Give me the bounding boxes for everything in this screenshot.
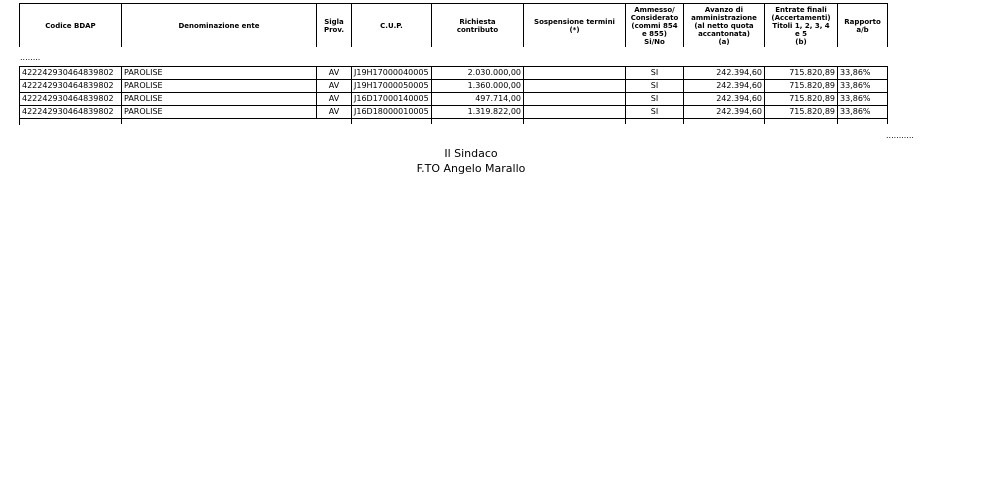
cell-ammesso: SI — [626, 93, 684, 106]
table-row — [20, 93, 888, 106]
cell-denominazione: PAROLISE — [122, 67, 317, 80]
tail-divider — [764, 119, 765, 124]
cell-sigla-prov: AV — [317, 93, 352, 106]
header-sigla-prov: Sigla Prov. — [317, 4, 352, 48]
cell-cup: J19H17000040005 — [352, 67, 432, 80]
cell-denominazione: PAROLISE — [122, 93, 317, 106]
cell-rapporto: 33,86% — [838, 93, 888, 106]
header-ammesso: Ammesso/ Considerato (commi 854 e 855) Si/No — [626, 4, 684, 48]
cell-avanzo: 242.394,60 — [684, 106, 765, 119]
cell-entrate: 715.820,89 — [765, 67, 838, 80]
cell-avanzo: 242.394,60 — [684, 67, 765, 80]
cell-cup: J16D17000140005 — [352, 93, 432, 106]
tail-divider — [625, 119, 626, 124]
cell-rapporto: 33,86% — [838, 67, 888, 80]
cell-avanzo: 242.394,60 — [684, 80, 765, 93]
cell-sigla-prov: AV — [317, 67, 352, 80]
cell-sospensione — [524, 106, 626, 119]
header-rapporto: Rapporto a/b — [838, 4, 888, 48]
signature-block — [0, 146, 942, 176]
header-richiesta-contributo: Richiesta contributo — [432, 4, 524, 48]
table-header — [19, 3, 888, 47]
ellipsis-right: ........... — [886, 131, 914, 140]
tail-divider — [887, 119, 888, 124]
cell-cup: J16D18000010005 — [352, 106, 432, 119]
tail-divider — [121, 119, 122, 124]
table-row — [20, 67, 888, 80]
cell-sigla-prov: AV — [317, 106, 352, 119]
cell-ammesso: SI — [626, 67, 684, 80]
header-entrate-finali: Entrate finali (Accertamenti) Titoli 1, 2, 3, 4 e 5 (b) — [765, 4, 838, 48]
header-codice-bdap: Codice BDAP — [20, 4, 122, 48]
cell-codice-bdap: 422242930464839802 — [20, 67, 122, 80]
cell-codice-bdap: 422242930464839802 — [20, 80, 122, 93]
cell-entrate: 715.820,89 — [765, 80, 838, 93]
cell-richiesta: 1.360.000,00 — [432, 80, 524, 93]
cell-richiesta: 2.030.000,00 — [432, 67, 524, 80]
cell-sospensione — [524, 80, 626, 93]
table-row — [20, 80, 888, 93]
cell-denominazione: PAROLISE — [122, 80, 317, 93]
cell-entrate: 715.820,89 — [765, 106, 838, 119]
cell-sigla-prov: AV — [317, 80, 352, 93]
cell-codice-bdap: 422242930464839802 — [20, 93, 122, 106]
table-row — [20, 106, 888, 119]
cell-denominazione: PAROLISE — [122, 106, 317, 119]
cell-ammesso: SI — [626, 80, 684, 93]
header-sospensione-termini: Sospensione termini (*) — [524, 4, 626, 48]
cell-sospensione — [524, 93, 626, 106]
cell-ammesso: SI — [626, 106, 684, 119]
tail-divider — [431, 119, 432, 124]
header-denominazione-ente: Denominazione ente — [122, 4, 317, 48]
cell-rapporto: 33,86% — [838, 106, 888, 119]
signature-name: F.TO Angelo Marallo — [416, 162, 526, 175]
cell-avanzo: 242.394,60 — [684, 93, 765, 106]
tail-divider — [523, 119, 524, 124]
header-cup: C.U.P. — [352, 4, 432, 48]
cell-entrate: 715.820,89 — [765, 93, 838, 106]
cell-richiesta: 1.319.822,00 — [432, 106, 524, 119]
tail-divider — [683, 119, 684, 124]
cell-rapporto: 33,86% — [838, 80, 888, 93]
cell-sospensione — [524, 67, 626, 80]
cell-cup: J19H17000050005 — [352, 80, 432, 93]
cell-richiesta: 497.714,00 — [432, 93, 524, 106]
header-avanzo: Avanzo di amministrazione (al netto quota accantonata) (a) — [684, 4, 765, 48]
table-tail — [19, 119, 888, 125]
ellipsis-top: ........ — [20, 53, 41, 62]
signature-title: Il Sindaco — [444, 147, 498, 160]
tail-divider — [351, 119, 352, 124]
cell-codice-bdap: 422242930464839802 — [20, 106, 122, 119]
data-table — [19, 66, 888, 119]
tail-divider — [837, 119, 838, 124]
